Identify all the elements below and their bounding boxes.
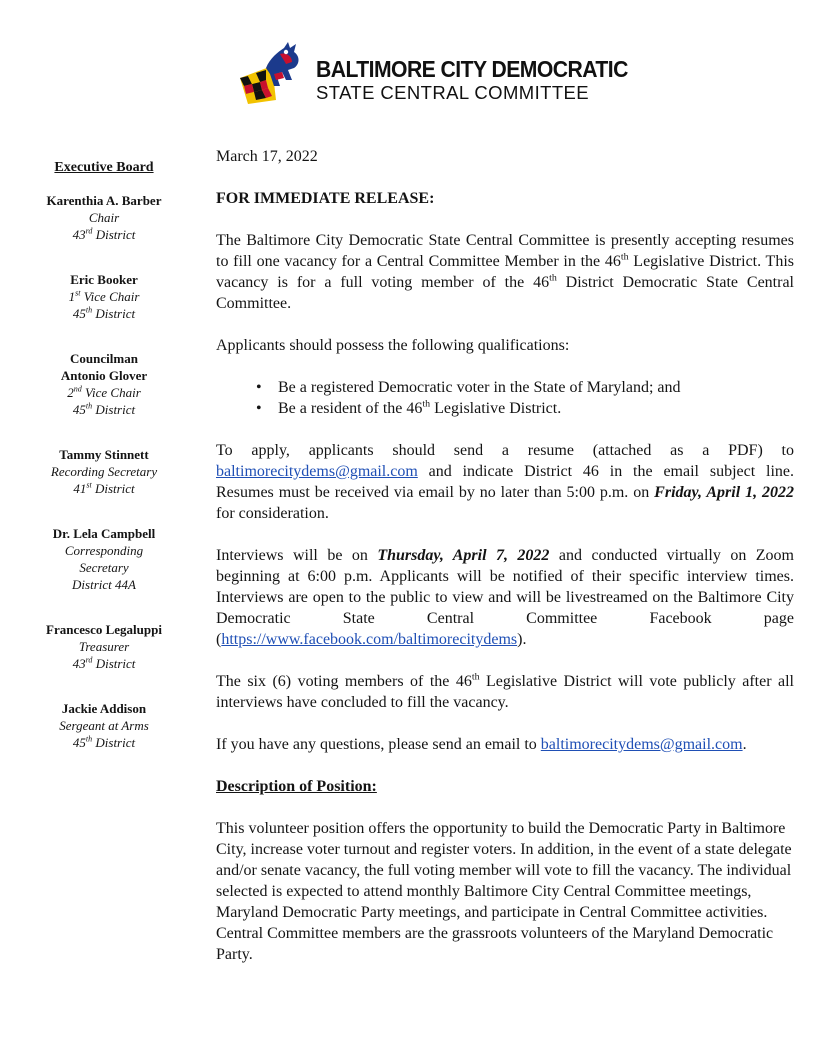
description-heading: Description of Position:: [216, 778, 377, 795]
board-member: [18, 271, 190, 322]
member-role: 2nd Vice Chair: [67, 384, 141, 400]
list-item: • Be a resident of the 46th Legislative District.: [256, 398, 794, 419]
facebook-link[interactable]: https://www.facebook.com/baltimorecitydems: [221, 631, 518, 648]
member-district: 41st District: [73, 480, 135, 496]
member-role: Recording Secretary: [50, 464, 158, 479]
member-role: Corresponding: [64, 543, 144, 558]
executive-board-heading: Executive Board: [54, 160, 154, 175]
paragraph-interviews: Interviews will be on Thursday, April 7, 2022 and conducted virtually on Zoom beginning at 6:00 p.m. Applicants will be notified of their specific interview times. Interviews are open to the public to view and will be livestreamed on the Baltimore City Democratic State Central Committee Facebook page (https://www.facebook.com/baltimorecitydems).: [216, 547, 794, 648]
board-member: [18, 350, 190, 418]
paragraph-questions: If you have any questions, please send an email to baltimorecitydems@gmail.com.: [216, 736, 747, 753]
member-role: Treasurer: [78, 639, 130, 654]
board-member: [18, 446, 190, 497]
member-district: 43rd District: [72, 655, 136, 671]
board-member: [18, 192, 190, 243]
member-name: Dr. Lela Campbell: [52, 526, 156, 541]
paragraph-vote: The six (6) voting members of the 46th Legislative District will vote publicly after all interviews have concluded to fill the vacancy.: [216, 671, 795, 711]
member-name: Councilman: [70, 351, 138, 366]
member-name: Karenthia A. Barber: [46, 193, 162, 208]
member-name: Tammy Stinnett: [59, 447, 149, 462]
member-role: Secretary: [79, 560, 129, 575]
email-link[interactable]: baltimorecitydems@gmail.com: [216, 463, 418, 480]
list-item: • Be a registered Democratic voter in the State of Maryland; and: [256, 377, 794, 398]
democratic-donkey-maryland-flag-logo-icon: [236, 40, 316, 108]
qualifications-list: [216, 377, 794, 419]
board-member: [18, 700, 190, 751]
member-name: Jackie Addison: [61, 701, 147, 716]
deadline: Friday, April 1, 2022: [654, 484, 794, 501]
board-member: [18, 621, 190, 672]
executive-board-sidebar: [18, 160, 190, 779]
paragraph-vacancy: The Baltimore City Democratic State Central Committee is presently accepting resumes to fill one vacancy for a Central Committee Member in the 46th Legislative District. This vacancy is for a full voting member of the 46th District Democratic State Central Committee.: [216, 232, 795, 312]
release-date: March 17, 2022: [216, 148, 318, 165]
letterhead: [236, 40, 628, 110]
email-link[interactable]: baltimorecitydems@gmail.com: [540, 736, 743, 753]
org-name: BALTIMORE CITY DEMOCRATIC: [316, 56, 628, 82]
paragraph-qualifications-intro: Applicants should possess the following qualifications:: [216, 337, 570, 354]
member-district: 45th District: [72, 401, 136, 417]
paragraph-how-to-apply: To apply, applicants should send a resume (attached as a PDF) to baltimorecitydems@gmail.com and indicate District 46 in the email subject line. Resumes must be received via email by no later than 5:00 p.m. on Friday, April 1, 2022 for consideration.: [216, 442, 794, 522]
member-name: Eric Booker: [70, 272, 138, 287]
org-subtitle: STATE CENTRAL COMMITTEE: [316, 82, 590, 103]
board-member: [18, 525, 190, 593]
member-role: Chair: [88, 210, 120, 225]
press-release-body: [216, 146, 794, 965]
interview-date: Thursday, April 7, 2022: [377, 547, 550, 564]
member-role: 1st Vice Chair: [68, 288, 140, 304]
member-district: District 44A: [72, 577, 136, 592]
paragraph-description: This volunteer position offers the opportunity to build the Democratic Party in Baltimore City, increase voter turnout and register voters. In addition, in the event of a state delegate and/or senate vacancy, the full voting member will vote to fill the vacancy. The individual selected is expected to attend monthly Baltimore City Central Committee meetings, Maryland Democratic Party meetings, and participate in Central Committee activities. Central Committee members are the grassroots volunteers of the Maryland Democratic Party.: [216, 820, 792, 963]
member-district: 45th District: [72, 734, 136, 750]
release-heading: FOR IMMEDIATE RELEASE:: [216, 190, 435, 207]
member-name: Antonio Glover: [60, 368, 148, 383]
member-district: 43rd District: [72, 226, 136, 242]
member-name: Francesco Legaluppi: [46, 622, 162, 637]
member-district: 45th District: [72, 305, 136, 321]
member-role: Sergeant at Arms: [59, 718, 149, 733]
